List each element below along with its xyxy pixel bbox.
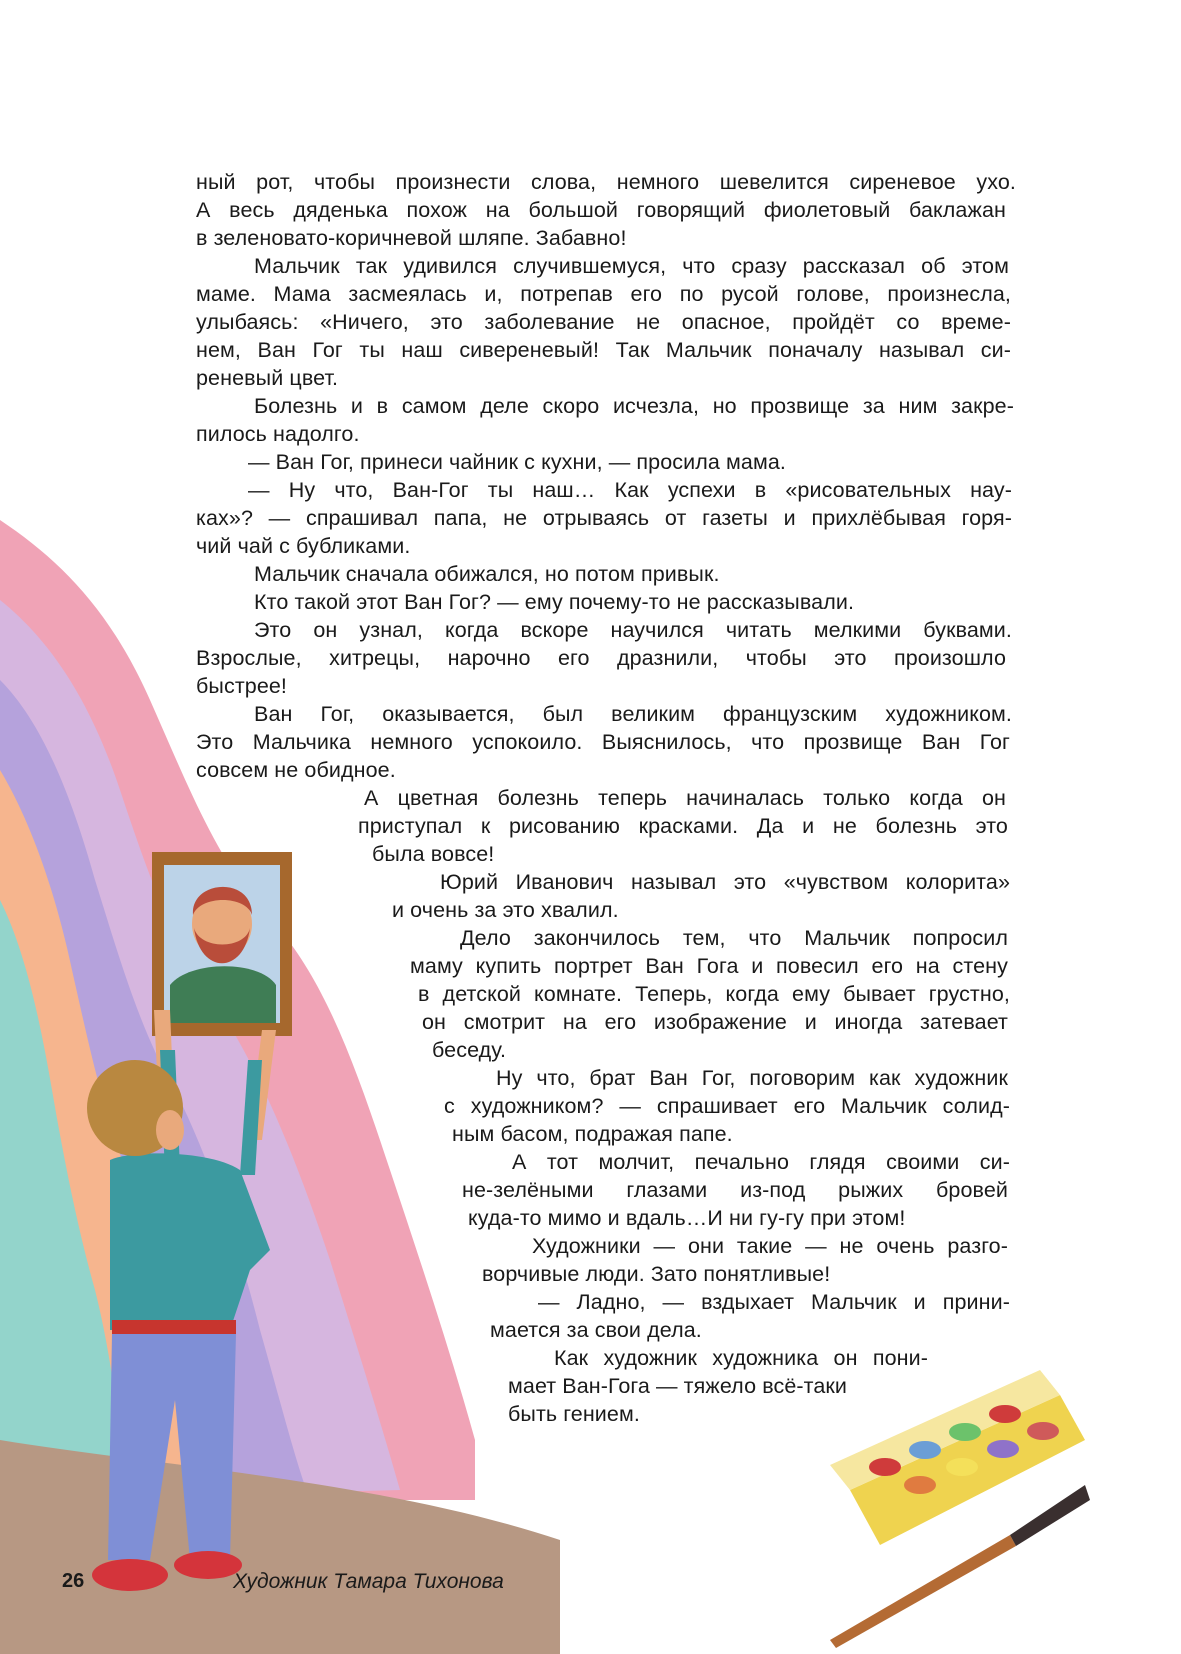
text-line: Ну что, брат Ван Гог, поговорим как художник [496,1066,1008,1090]
text-line: А весь дяденька похож на большой говорящий фиолетовый баклажан [196,198,1006,222]
text-line: ным басом, подражая папе. [452,1122,733,1146]
text-line: Ван Гог, оказывается, был великим французским художником. [254,702,1012,726]
text-line: Мальчик сначала обижался, но потом привык. [254,562,720,586]
text-line: Дело закончилось тем, что Мальчик попросил [460,926,1008,950]
text-line: мает Ван-Гога — тяжело всё-таки [508,1374,848,1398]
text-line: ворчивые люди. Зато понятливые! [482,1262,831,1286]
text-line: мается за свои дела. [490,1318,702,1342]
text-line: — Ван Гог, принеси чайник с кухни, — просила мама. [248,450,786,474]
text-line: Кто такой этот Ван Гог? — ему почему-то не рассказывали. [254,590,855,614]
text-line: не-зелёными глазами из-под рыжих бровей [462,1178,1008,1202]
page-number: 26 [62,1570,85,1592]
text-line: — Ладно, — вздыхает Мальчик и прини- [538,1290,1010,1314]
text-line: А цветная болезнь теперь начиналась только когда он [364,786,1006,810]
text-line: А тот молчит, печально глядя своими си- [512,1150,1010,1174]
text-line: чий чай с бубликами. [196,534,411,558]
text-line: в детской комнате. Теперь, когда ему бывает грустно, [418,982,1010,1006]
text-line: — Ну что, Ван-Гог ты наш… Как успехи в «рисовательных нау- [248,478,1012,502]
text-line: была вовсе! [372,842,495,866]
text-line: ках»? — спрашивал папа, не отрываясь от газеты и прихлёбывая горя- [196,506,1012,530]
van-gogh-portrait [152,852,292,1036]
text-line: Мальчик так удивился случившемуся, что сразу рассказал об этом [254,254,1009,278]
text-line: Юрий Иванович называл это «чувством колорита» [440,870,1010,894]
text-line: куда-то мимо и вдаль…И ни гу-гу при этом! [468,1206,906,1230]
text-line: совсем не обидное. [196,758,396,782]
text-line: беседу. [432,1038,507,1062]
illustrator-credit: Художник Тамара Тихонова [233,1570,504,1593]
text-line: маме. Мама засмеялась и, потрепав его по русой голове, произнесла, [196,282,1011,306]
text-line: Художники — они такие — не очень разго- [532,1234,1008,1258]
text-line: пилось надолго. [196,422,360,446]
text-line: он смотрит на его изображение и иногда затевает [422,1010,1008,1034]
text-line: Это он узнал, когда вскоре научился читать мелкими буквами. [254,618,1012,642]
text-line: приступал к рисованию красками. Да и не болезнь это [358,814,1008,838]
text-line: Это Мальчика немного успокоило. Выяснилось, что прозвище Ван Гог [196,730,1010,754]
text-line: и очень за это хвалил. [392,898,619,922]
text-line: в зеленовато-коричневой шляпе. Забавно! [196,226,627,250]
text-line: улыбаясь: «Ничего, это заболевание не опасное, пройдёт со време- [196,310,1011,334]
text-line: нем, Ван Гог ты наш сивереневый! Так Мальчик поначалу называл си- [196,338,1011,362]
text-line: ный рот, чтобы произнести слова, немного шевелится сиреневое ухо. [196,170,1016,194]
text-line: Взрослые, хитрецы, нарочно его дразнили, чтобы это произошло [196,646,1006,670]
text-line: быть гением. [508,1402,640,1426]
text-line: быстрее! [196,674,288,698]
text-line: с художником? — спрашивает его Мальчик солид- [444,1094,1010,1118]
text-line: Как художник художника он пони- [554,1346,928,1370]
text-line: реневый цвет. [196,366,339,390]
text-line: маму купить портрет Ван Гога и повесил его на стену [410,954,1008,978]
text-line: Болезнь и в самом деле скоро исчезла, но прозвище за ним закре- [254,394,1014,418]
